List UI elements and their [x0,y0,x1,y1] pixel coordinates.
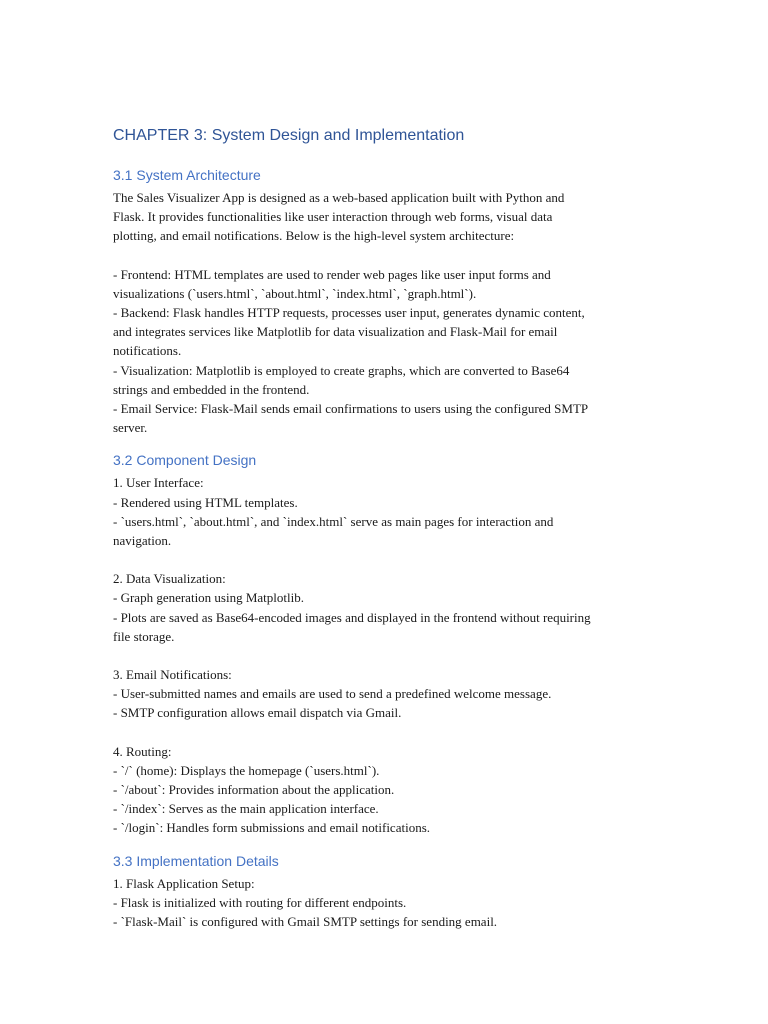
text-line: - `/index`: Serves as the main application interface. [113,801,379,817]
text-line: 4. Routing: [113,743,172,759]
text-line: navigation. [113,533,172,549]
text-line: 2. Data Visualization: [113,571,226,587]
section-heading: 3.1 System Architecture [113,167,261,183]
section-heading: 3.3 Implementation Details [113,852,279,869]
text-line: - Backend: Flask handles HTTP requests, processes user input, generates dynamic content, [113,305,585,321]
text-line: - Flask is initialized with routing for different endpoints. [113,894,407,910]
section-body [113,473,673,837]
text-line: - Rendered using HTML templates. [113,494,298,510]
text-line: visualizations (`users.html`, `about.html`, `index.html`, `graph.html`). [113,285,477,301]
text-line: The Sales Visualizer App is designed as a web-based application built with Python and [113,190,565,205]
text-line: notifications. [113,343,182,359]
document-page [113,122,673,931]
chapter-title: CHAPTER 3: System Design and Implementation [113,127,465,144]
text-line: - `/` (home): Displays the homepage (`users.html`). [113,762,380,778]
text-line: - Email Service: Flask-Mail sends email confirmations to users using the configured SMTP [113,401,589,417]
text-line: strings and embedded in the frontend. [113,381,310,397]
text-line: plotting, and email notifications. Below is the high-level system architecture: [113,228,515,244]
text-line: 1. Flask Application Setup: [113,875,255,891]
text-line: - Visualization: Matplotlib is employed to create graphs, which are converted to Base64 [113,362,570,378]
section-body [113,874,673,932]
section-body [113,188,673,437]
paragraph-gap [113,550,673,569]
text-line: - Plots are saved as Base64-encoded images and displayed in the frontend without requiring [113,609,591,625]
section-system-architecture [113,166,673,437]
text-line: - User-submitted names and emails are used to send a predefined welcome message. [113,686,552,702]
text-line: and integrates services like Matplotlib for data visualization and Flask-Mail for email [113,324,558,340]
text-line: 1. User Interface: [113,475,204,491]
text-line: - `/about`: Provides information about the application. [113,782,395,798]
paragraph-gap [113,646,673,665]
paragraph-gap [113,723,673,742]
text-line: file storage. [113,628,175,644]
paragraph-gap [113,246,673,265]
text-line: server. [113,420,148,436]
text-line: 3. Email Notifications: [113,667,232,683]
text-line: - SMTP configuration allows email dispatch via Gmail. [113,705,402,721]
text-line: - `users.html`, `about.html`, and `index.html` serve as main pages for interaction and [113,513,554,529]
text-line: Flask. It provides functionalities like user interaction through web forms, visual data [113,209,553,225]
text-line: - `/login`: Handles form submissions and email notifications. [113,820,431,836]
section-implementation-details [113,852,673,932]
text-line: - `Flask-Mail` is configured with Gmail SMTP settings for sending email. [113,914,498,930]
text-line: - Frontend: HTML templates are used to render web pages like user input forms and [113,266,551,282]
section-component-design [113,451,673,837]
text-line: - Graph generation using Matplotlib. [113,590,304,606]
section-heading: 3.2 Component Design [113,452,257,469]
